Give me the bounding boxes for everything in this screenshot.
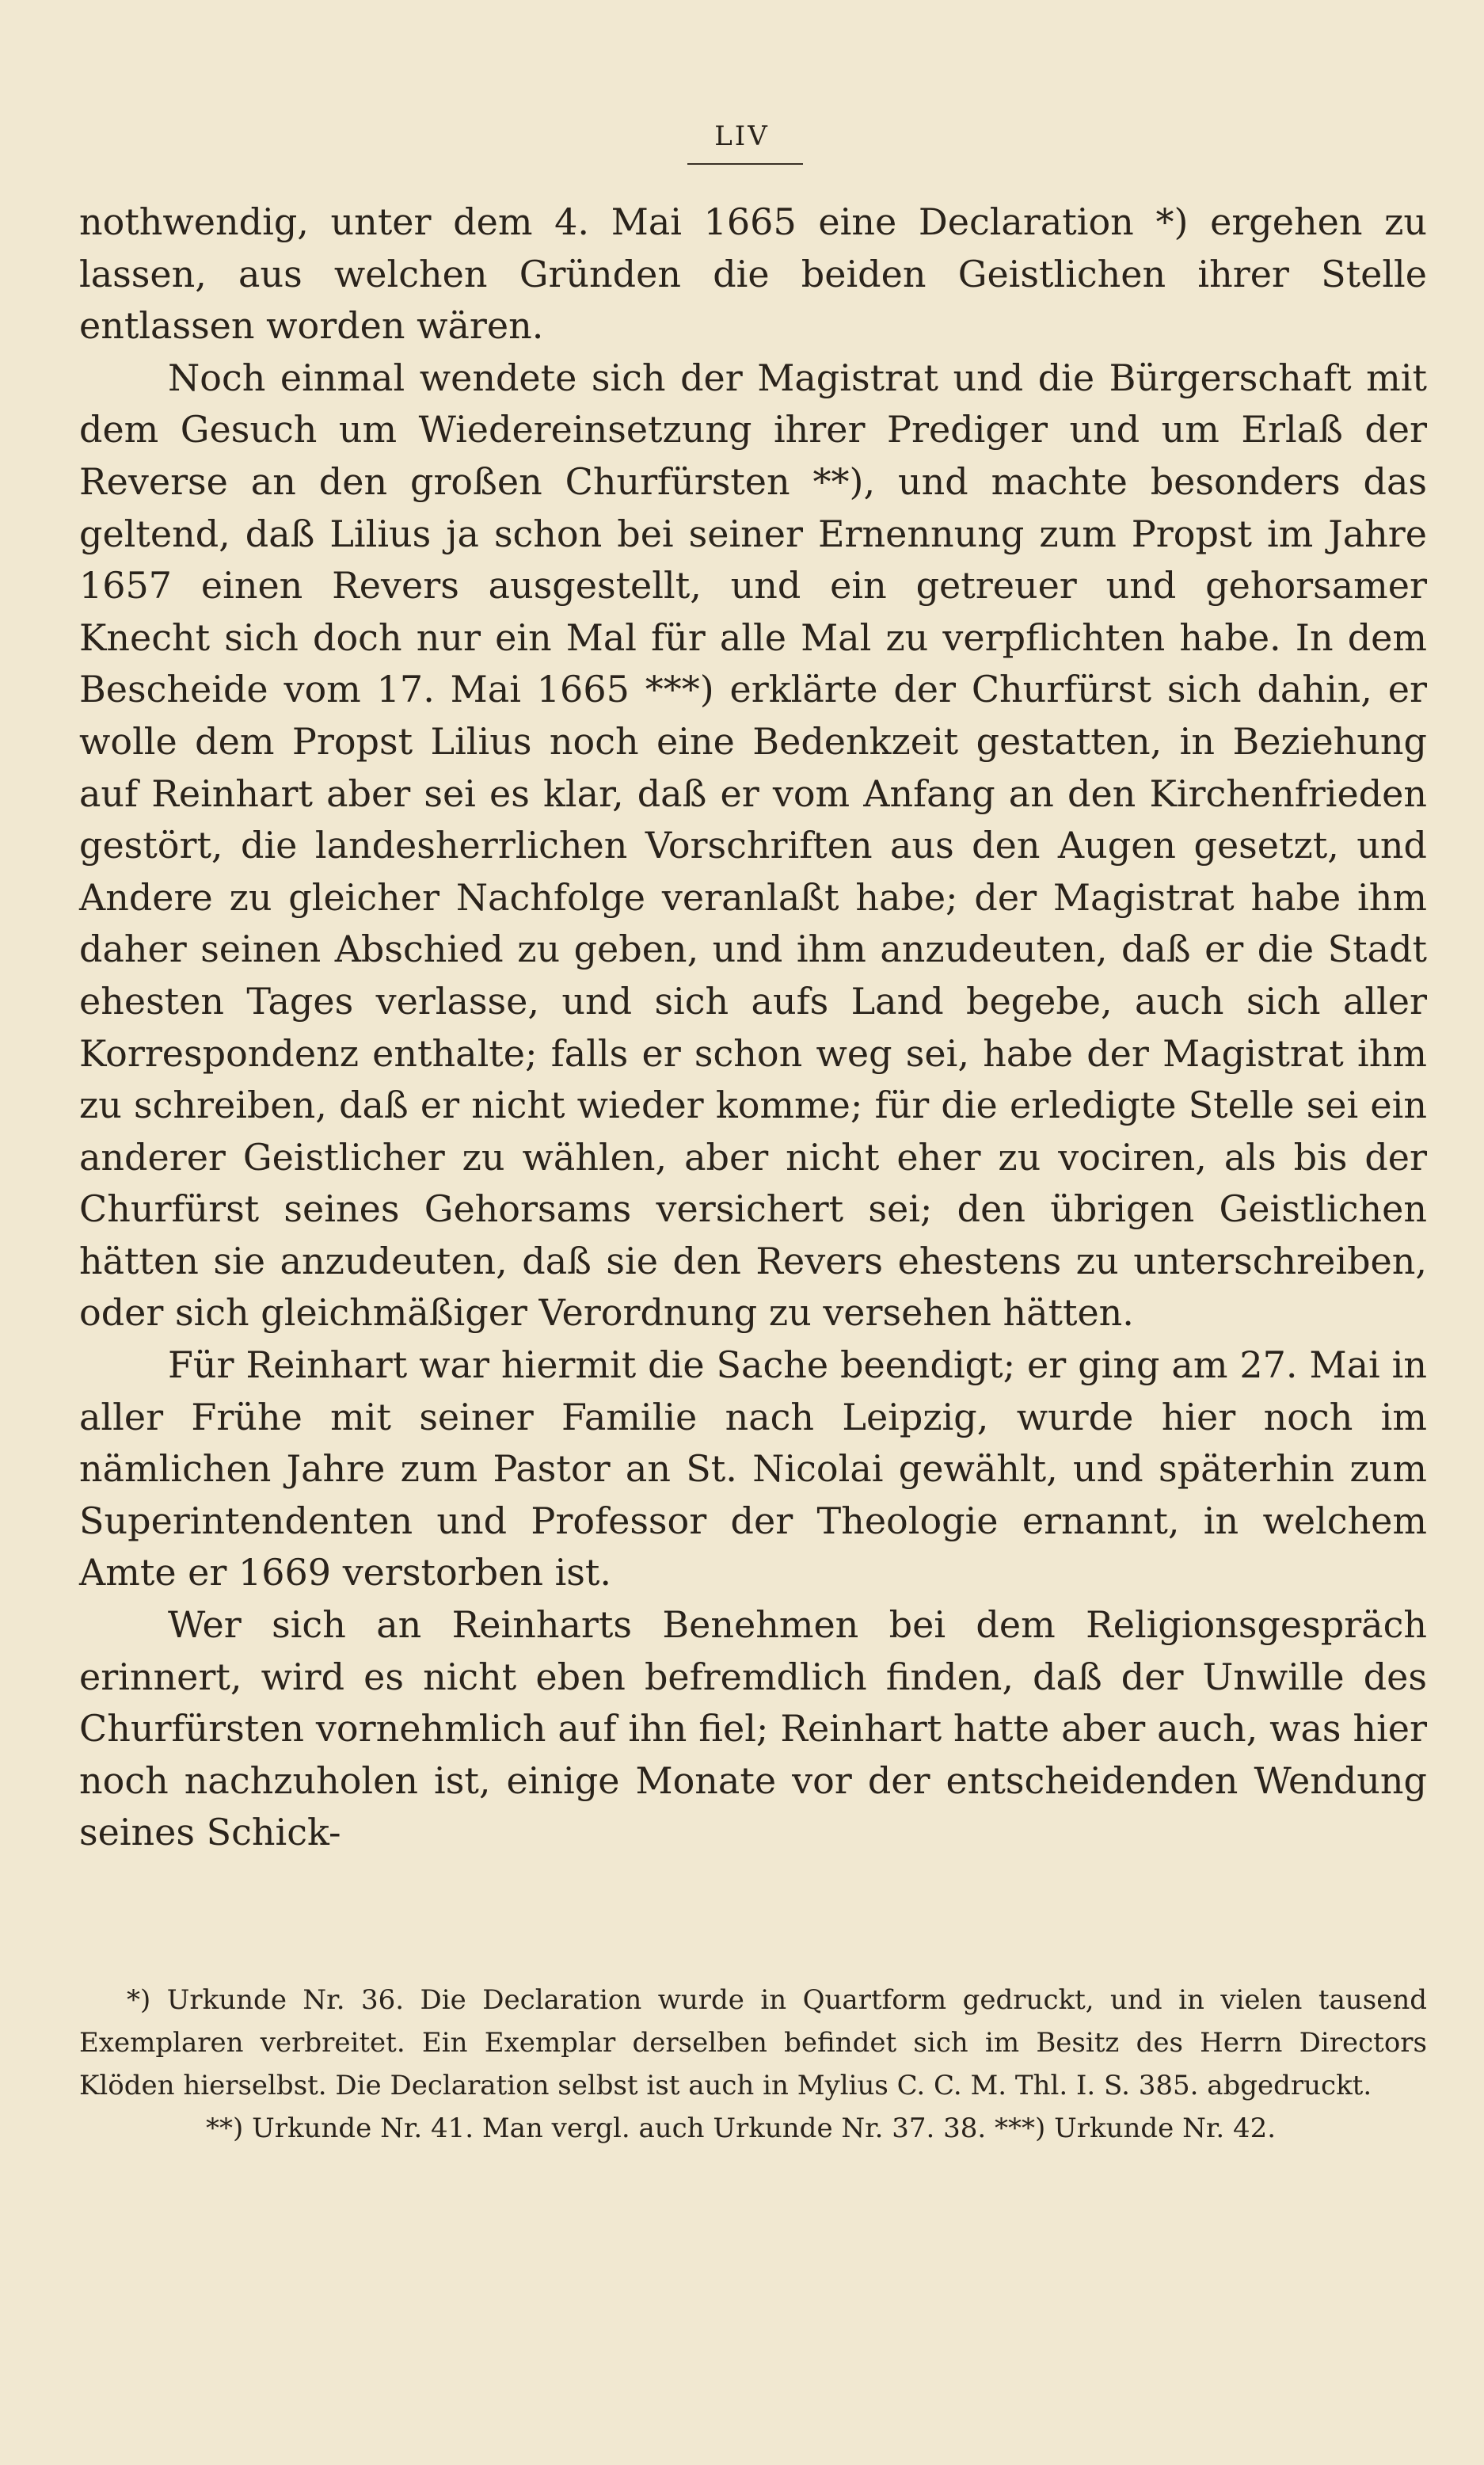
main-text (79, 196, 1427, 1859)
page-number: LIV (714, 120, 770, 152)
header-rule (687, 163, 803, 165)
footnote: *) Urkunde Nr. 36. Die Declaration wurde in Quartform gedruckt, und in vielen tausend Exemplaren verbreitet. Ein Exemplar derselben befindet sich im Besitz des Herrn Directors Klöden hierselbst. Die Declaration selbst ist auch in Mylius C. C. M. Thl. I. S. 385. abgedruckt. (79, 1984, 1427, 2101)
paragraph: Für Reinhart war hiermit die Sache beendigt; er ging am 27. Mai in aller Frühe mit seiner Familie nach Leipzig, wurde hier noch im nämlichen Jahre zum Pastor an St. Nicolai gewählt, und späterhin zum Superintendenten und Professor der Theologie ernannt, in welchem Amte er 1669 verstorben ist. (79, 1343, 1427, 1594)
paragraph: Wer sich an Reinharts Benehmen bei dem Religionsgespräch erinnert, wird es nicht eben befremdlich finden, daß der Unwille des Churfürsten vornehmlich auf ihn fiel; Reinhart hatte aber auch, was hier noch nachzuholen ist, einige Monate vor der entscheidenden Wendung seines Schick- (79, 1603, 1427, 1854)
footnote: **) Urkunde Nr. 41. Man vergl. auch Urkunde Nr. 37. 38. ***) Urkunde Nr. 42. (206, 2113, 1277, 2144)
paragraph: Noch einmal wendete sich der Magistrat und die Bürgerschaft mit dem Gesuch um Wiedereinsetzung ihrer Prediger und um Erlaß der Reverse an den großen Churfürsten **), und machte besonders das geltend, daß Lilius ja schon bei seiner Ernennung zum Propst im Jahre 1657 einen Revers ausgestellt, und ein getreuer und gehorsamer Knecht sich doch nur ein Mal für alle Mal zu verpflichten habe. In dem Bescheide vom 17. Mai 1665 ***) erklärte der Churfürst sich dahin, er wolle dem Propst Lilius noch eine Bedenkzeit gestatten, in Beziehung auf Reinhart aber sei es klar, daß er vom Anfang an den Kirchenfrieden gestört, die landesherrlichen Vorschriften aus den Augen gesetzt, und Andere zu gleicher Nachfolge veranlaßt habe; der Magistrat habe ihm daher seinen Abschied zu geben, und ihm anzudeuten, daß er die Stadt ehesten Tages verlasse, und sich aufs Land begebe, auch sich aller Korrespondenz enthalte; falls er schon weg sei, habe der Magistrat ihm zu schreiben, daß er nicht wieder komme; für die erledigte Stelle sei ein anderer Geistlicher zu wählen, aber nicht eher zu vociren, als bis der Churfürst seines Gehorsams versichert sei; den übrigen Geistlichen hätten sie anzudeuten, daß sie den Revers ehestens zu unterschreiben, oder sich gleichmäßiger Verordnung zu versehen hätten. (79, 356, 1427, 1335)
paragraph: nothwendig, unter dem 4. Mai 1665 eine Declaration *) ergehen zu lassen, aus welchen Gründen die beiden Geistlichen ihrer Stelle entlassen worden wären. (79, 200, 1427, 348)
footnotes (79, 1979, 1427, 2150)
